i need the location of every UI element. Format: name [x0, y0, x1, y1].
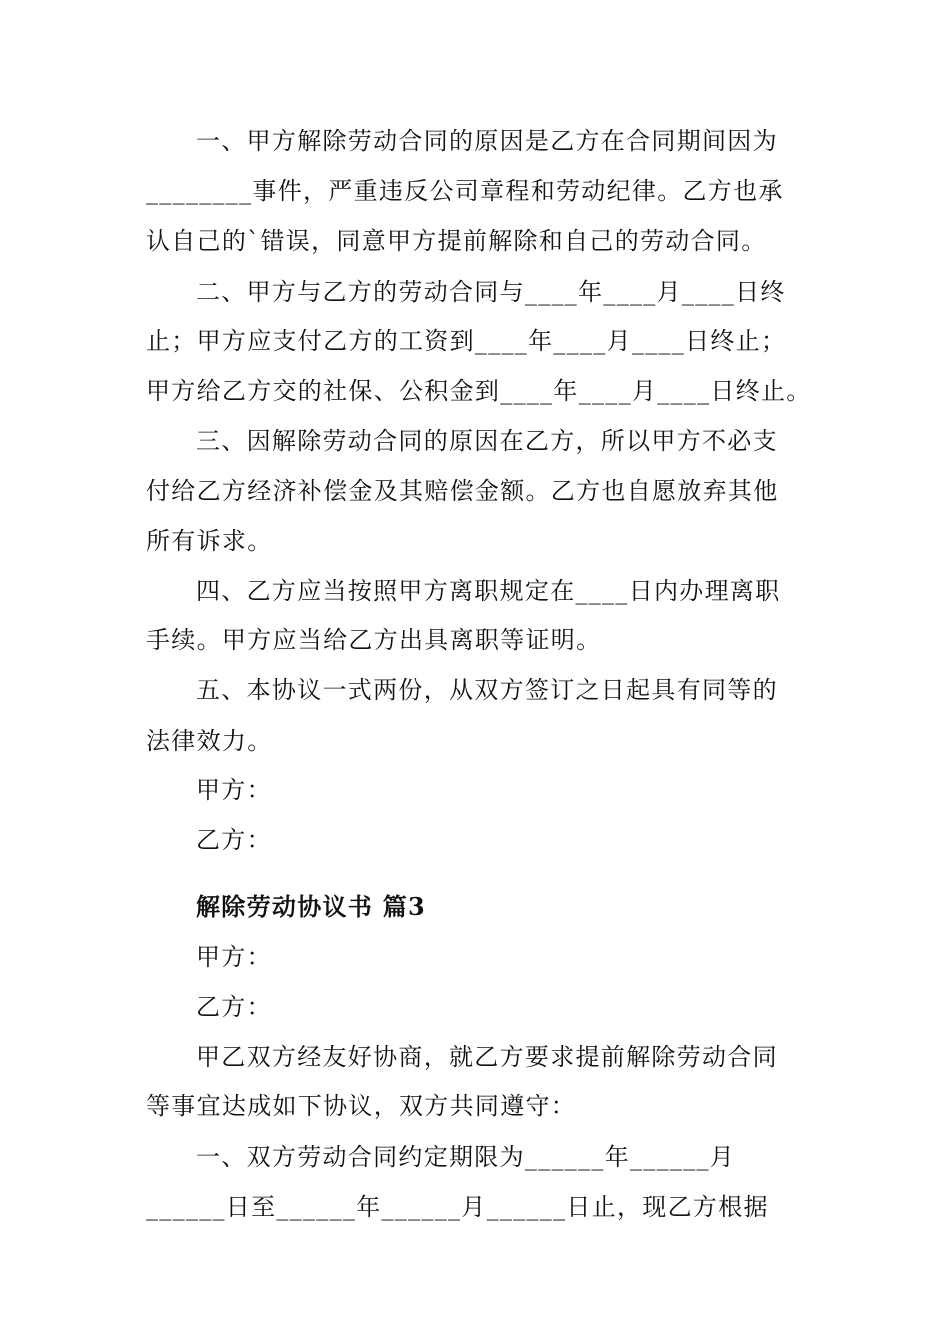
paragraph-line: 甲乙双方经友好协商，就乙方要求提前解除劳动合同: [196, 1043, 778, 1071]
paragraph-line: 五、本协议一式两份，从双方签订之日起具有同等的: [196, 676, 778, 704]
party-a-label: 甲方：: [196, 776, 272, 804]
paragraph-line: 三、因解除劳动合同的原因在乙方，所以甲方不必支: [196, 427, 778, 455]
paragraph-line: 手续。甲方应当给乙方出具离职等证明。: [146, 626, 602, 654]
paragraph-line: 一、双方劳动合同约定期限为______年______月: [196, 1143, 736, 1171]
paragraph-line: 四、乙方应当按照甲方离职规定在____日内办理离职: [196, 577, 781, 605]
party-b-label: 乙方：: [196, 993, 272, 1021]
paragraph-line: 止；甲方应支付乙方的工资到____年____月____日终止；: [146, 327, 787, 355]
paragraph-line: 法律效力。: [146, 727, 273, 755]
paragraph-line: 等事宜达成如下协议，双方共同遵守：: [146, 1092, 577, 1120]
paragraph-line: ______日至______年______月______日止，现乙方根据: [146, 1193, 769, 1221]
party-a-label: 甲方：: [196, 943, 272, 971]
section-heading: 解除劳动协议书 篇3: [196, 892, 427, 921]
paragraph-line: 付给乙方经济补偿金及其赔偿金额。乙方也自愿放弃其他: [146, 477, 779, 505]
paragraph-line: 甲方给乙方交的社保、公积金到____年____月____日终止。: [146, 377, 812, 405]
party-b-label: 乙方：: [196, 826, 272, 854]
paragraph-line: 所有诉求。: [146, 527, 273, 555]
paragraph-line: ________事件，严重违反公司章程和劳动纪律。乙方也承: [146, 177, 784, 205]
paragraph-line: 认自己的`错误，同意甲方提前解除和自己的劳动合同。: [146, 227, 767, 255]
paragraph-line: 二、甲方与乙方的劳动合同与____年____月____日终: [196, 278, 786, 306]
paragraph-line: 一、甲方解除劳动合同的原因是乙方在合同期间因为: [196, 127, 778, 155]
